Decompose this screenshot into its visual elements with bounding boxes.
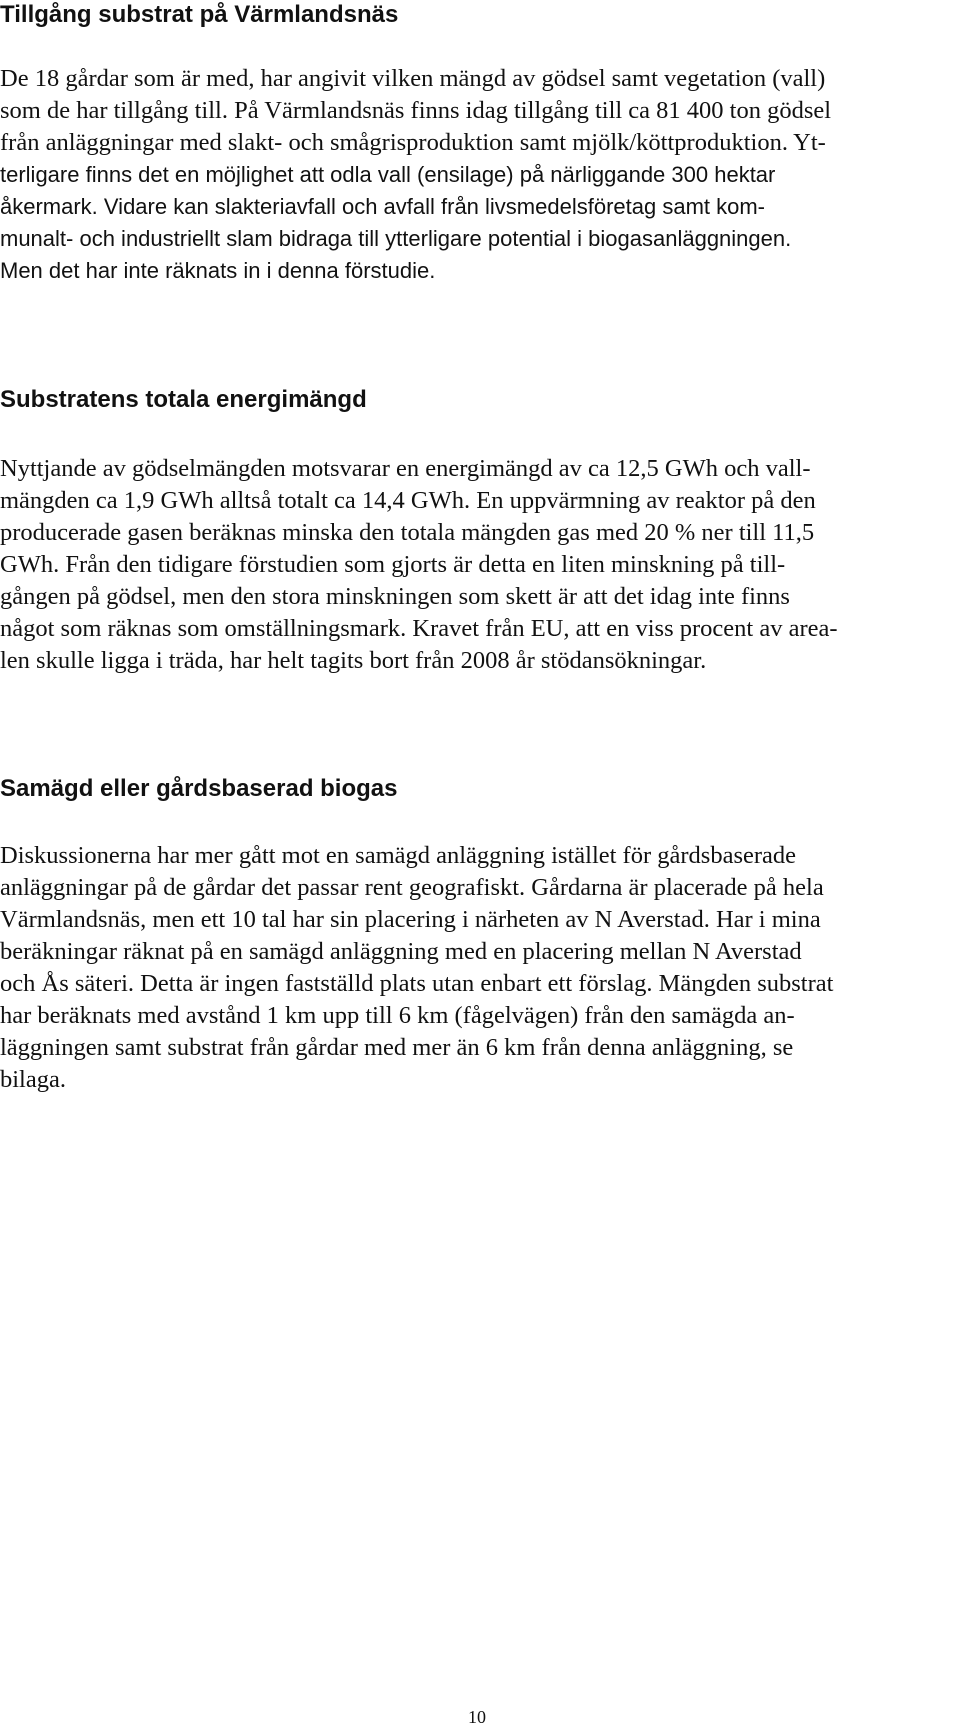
paragraph-line: och Ås säteri. Detta är ingen fastställd plats utan enbart ett förslag. Mängden substrat — [0, 970, 834, 997]
section-heading-total-energy: Substratens totala energimängd — [0, 386, 367, 413]
paragraph-line: åkermark. Vidare kan slakteriavfall och avfall från livsmedelsföretag samt kom- — [0, 194, 766, 219]
paragraph-line: len skulle ligga i träda, har helt tagits bort från 2008 år stödansökningar. — [0, 647, 707, 674]
section-heading-shared-biogas: Samägd eller gårdsbaserad biogas — [0, 775, 398, 802]
section-heading-substrate-availability: Tillgång substrat på Värmlandsnäs — [0, 1, 399, 28]
paragraph-line: beräkningar räknat på en samägd anläggning med en placering mellan N Averstad — [0, 938, 802, 965]
paragraph-line: producerade gasen beräknas minska den totala mängden gas med 20 % ner till 11,5 — [0, 519, 815, 546]
paragraph-line: läggningen samt substrat från gårdar med mer än 6 km från denna anläggning, se — [0, 1034, 794, 1061]
paragraph-line: Diskussionerna har mer gått mot en samägd anläggning istället för gårdsbaserade — [0, 842, 797, 869]
section-paragraph-total-energy — [0, 453, 960, 677]
paragraph-line: som de har tillgång till. På Värmlandsnäs finns idag tillgång till ca 81 400 ton gödsel — [0, 97, 832, 124]
paragraph-line: anläggningar på de gårdar det passar rent geografiskt. Gårdarna är placerade på hela — [0, 874, 824, 901]
paragraph-line: gången på gödsel, men den stora minskningen som skett är att det idag inte finns — [0, 583, 790, 610]
paragraph-line: Värmlandsnäs, men ett 10 tal har sin placering i närheten av N Averstad. Har i mina — [0, 906, 821, 933]
paragraph-line: terligare finns det en möjlighet att odla vall (ensilage) på närliggande 300 hektar — [0, 162, 776, 187]
paragraph-line: bilaga. — [0, 1066, 66, 1093]
paragraph-line: något som räknas som omställningsmark. Kravet från EU, att en viss procent av area- — [0, 615, 838, 642]
paragraph-line: har beräknats med avstånd 1 km upp till 6 km (fågelvägen) från den samägda an- — [0, 1002, 795, 1029]
paragraph-line: GWh. Från den tidigare förstudien som gjorts är detta en liten minskning på till- — [0, 551, 786, 578]
paragraph-line: från anläggningar med slakt- och smågrisproduktion samt mjölk/köttproduktion. Yt- — [0, 129, 826, 156]
page-number: 10 — [468, 1707, 486, 1727]
paragraph-line: De 18 gårdar som är med, har angivit vilken mängd av gödsel samt vegetation (vall) — [0, 65, 826, 92]
paragraph-line: munalt- och industriellt slam bidraga till ytterligare potential i biogasanläggningen. — [0, 226, 792, 251]
paragraph-line: mängden ca 1,9 GWh alltså totalt ca 14,4 GWh. En uppvärmning av reaktor på den — [0, 487, 816, 514]
section-paragraph-shared-biogas — [0, 840, 960, 1096]
section-paragraph-substrate-availability — [0, 63, 960, 287]
paragraph-line: Nyttjande av gödselmängden motsvarar en energimängd av ca 12,5 GWh och vall- — [0, 455, 811, 482]
paragraph-line: Men det har inte räknats in i denna förstudie. — [0, 258, 436, 283]
